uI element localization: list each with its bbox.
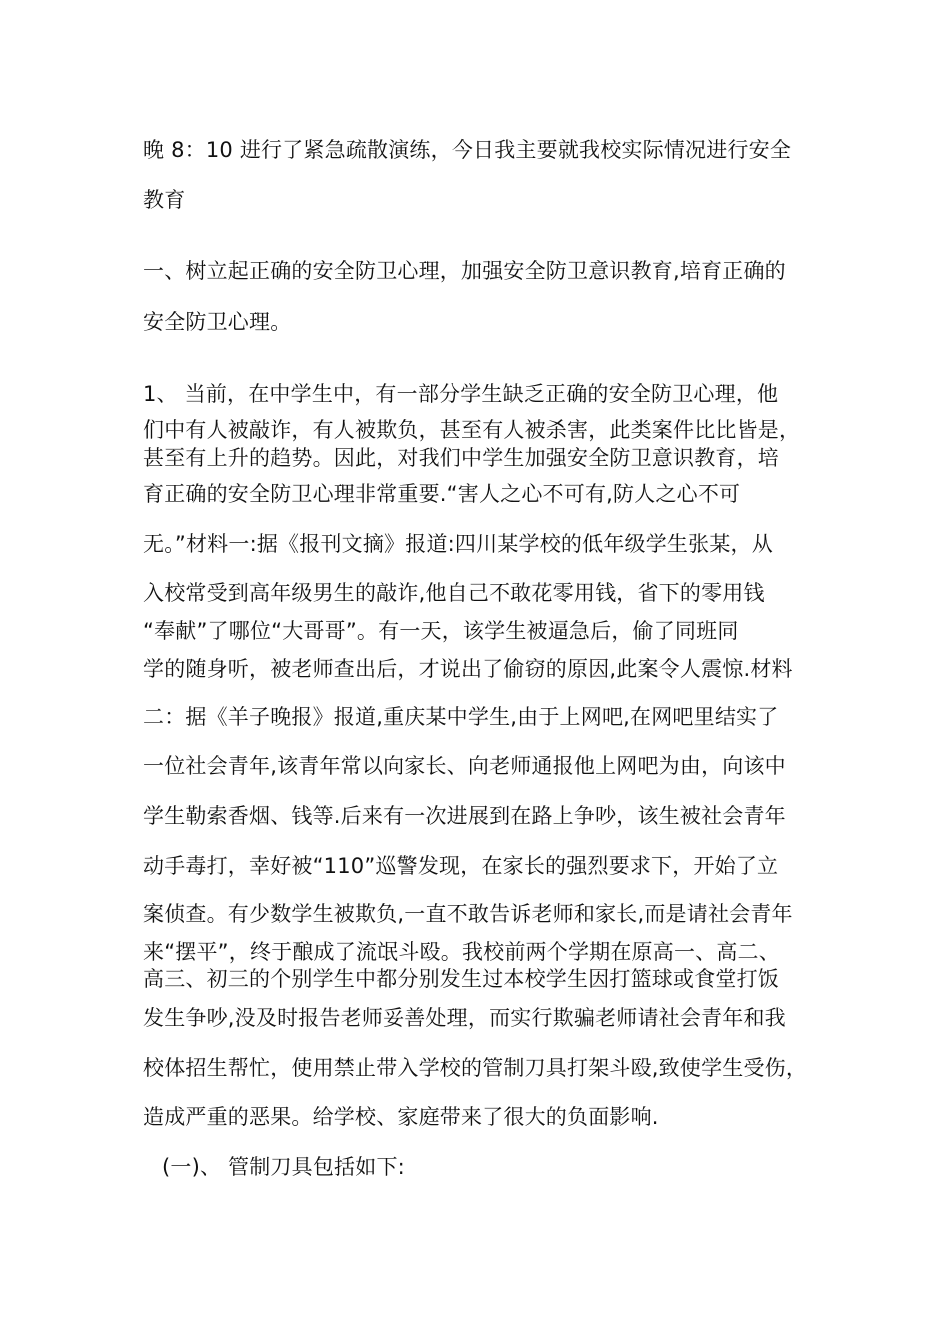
text-line: 学生勒索香烟、钱等.后来有一次进展到在路上争吵，该生被社会青年 [143,804,786,828]
text-line: 高三、初三的个别学生中都分别发生过本校学生因打篮球或食堂打饭 [143,967,779,991]
text-line: 造成严重的恶果。给学校、家庭带来了很大的负面影响. [143,1105,659,1129]
text-line: 发生争吵,没及时报告老师妥善处理，而实行欺骗老师请社会青年和我 [143,1006,786,1030]
text-line: 们中有人被敲诈，有人被欺负，甚至有人被杀害，此类案件比比皆是， [143,418,801,442]
text-line: 晚 8：10 进行了紧急疏散演练，今日我主要就我校实际情况进行安全 [143,138,792,162]
text-line: 一位社会青年,该青年常以向家长、向老师通报他上网吧为由，向该中 [143,754,786,778]
text-line: 1、 当前，在中学生中，有一部分学生缺乏正确的安全防卫心理，他 [143,382,779,406]
text-line: 甚至有上升的趋势。因此，对我们中学生加强安全防卫意识教育，培 [143,446,779,470]
text-line: 学的随身听，被老师查出后，才说出了偷窃的原因,此案令人震惊.材料 [143,657,793,681]
text-line: 二：据《羊子晚报》报道,重庆某中学生,由于上网吧,在网吧里结实了 [143,705,779,729]
text-line: 育正确的安全防卫心理非常重要.“害人之心不可有,防人之心不可 [143,482,741,506]
text-line: 教育 [143,188,186,212]
text-line: 入校常受到高年级男生的敲诈,他自己不敢花零用钱，省下的零用钱 [143,581,765,605]
text-line: “奉献”了哪位“大哥哥”。有一天，该学生被逼急后，偷了同班同 [143,619,739,643]
text-line: 案侦查。有少数学生被欺负,一直不敢告诉老师和家长,而是请社会青年 [143,902,793,926]
subsection-heading: (一)、 管制刀具包括如下: [162,1155,405,1179]
text-line: 校体招生帮忙，使用禁止带入学校的管制刀具打架斗殴,致使学生受伤， [143,1056,808,1080]
text-line: 来“摆平”，终于酿成了流氓斗殴。我校前两个学期在原高一、高二、 [143,940,780,964]
text-line: 动手毒打，幸好被“110”巡警发现，在家长的强烈要求下，开始了立 [143,854,779,878]
section-heading: 一、树立起正确的安全防卫心理，加强安全防卫意识教育,培育正确的 [143,259,786,283]
text-line: 无。”材料一:据《报刊文摘》报道:四川某学校的低年级学生张某，从 [143,532,773,556]
section-heading: 安全防卫心理。 [143,310,292,334]
